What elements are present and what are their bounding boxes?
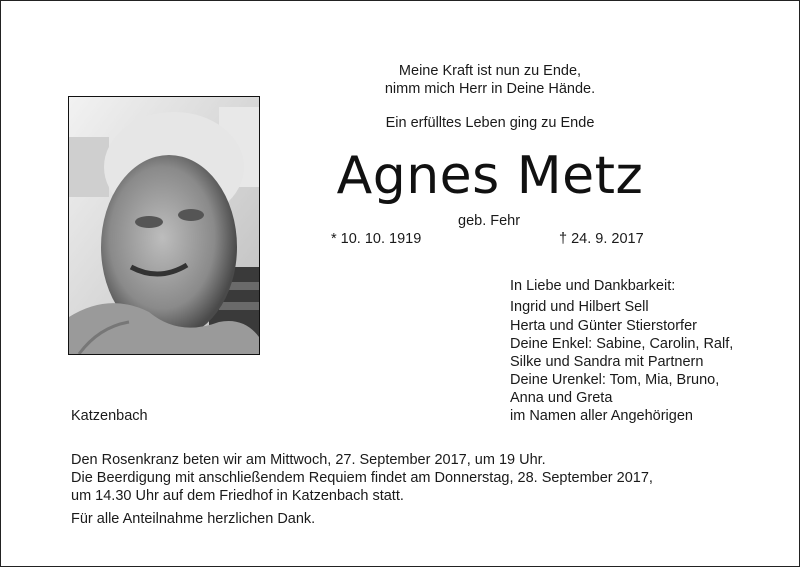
- portrait-photo-icon: [69, 97, 259, 354]
- mourner-line: Anna und Greta: [510, 390, 613, 406]
- verse-line-2: nimm mich Herr in Deine Hände.: [384, 81, 596, 97]
- thanks-line: Für alle Anteilnahme herzlichen Dank.: [71, 511, 316, 527]
- deceased-name: Agnes Metz: [336, 146, 644, 206]
- mourner-line: Silke und Sandra mit Partnern: [510, 354, 704, 370]
- mourner-line: Deine Urenkel: Tom, Mia, Bruno,: [510, 372, 720, 388]
- funeral-notice-line-1: Die Beerdigung mit anschließendem Requiem findet am Donnerstag, 28. September 2017,: [71, 470, 653, 486]
- place-name: Katzenbach: [71, 408, 148, 424]
- mourner-line: Herta und Günter Stierstorfer: [510, 318, 697, 334]
- maiden-name: geb. Fehr: [458, 213, 521, 229]
- portrait-photo: [68, 96, 260, 355]
- funeral-notice-line-2: um 14.30 Uhr auf dem Friedhof in Katzenbach statt.: [71, 488, 404, 504]
- mourner-line: im Namen aller Angehörigen: [510, 408, 693, 424]
- mourner-line: Ingrid und Hilbert Sell: [510, 299, 649, 315]
- verse-line-3: Ein erfülltes Leben ging zu Ende: [385, 115, 595, 131]
- rosary-notice: Den Rosenkranz beten wir am Mittwoch, 27. September 2017, um 19 Uhr.: [71, 452, 546, 468]
- death-date: † 24. 9. 2017: [559, 231, 644, 247]
- verse-line-1: Meine Kraft ist nun zu Ende,: [398, 63, 582, 79]
- mourners-heading: In Liebe und Dankbarkeit:: [510, 278, 676, 294]
- birth-date: * 10. 10. 1919: [331, 231, 422, 247]
- mourner-line: Deine Enkel: Sabine, Carolin, Ralf,: [510, 336, 734, 352]
